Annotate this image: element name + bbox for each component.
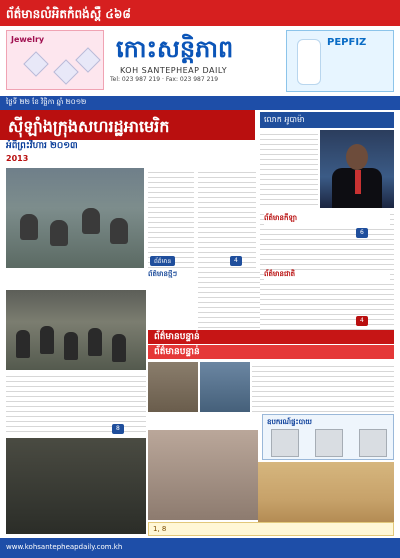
top-banner xyxy=(0,0,400,26)
jewelry-ad[interactable] xyxy=(6,30,104,90)
person-shape xyxy=(50,220,68,246)
dark-photo[interactable] xyxy=(6,438,146,534)
article-column xyxy=(198,168,256,268)
face-shape xyxy=(346,144,368,170)
gem-icon xyxy=(75,47,100,72)
breaking-text: ព័ត៌មានបន្ទាន់ xyxy=(154,332,200,342)
person-shape xyxy=(88,328,102,356)
breaking-line xyxy=(148,345,394,359)
logo-khmer: កោះសន្តិភាព xyxy=(116,35,234,63)
bottle-icon xyxy=(297,39,321,85)
dateline xyxy=(0,96,400,110)
person-shape xyxy=(112,334,126,362)
oven-icon xyxy=(359,429,387,457)
dateline-text: ថ្ងៃទី ២២ ខែ វិច្ឆិកា ឆ្នាំ ២០១២ xyxy=(6,98,87,106)
bottom-ad[interactable] xyxy=(148,522,394,536)
subheadline: អំពីព្រះវិហារ ២០១៣ xyxy=(6,141,78,151)
tie-shape xyxy=(355,170,361,194)
page-pill[interactable]: 4 xyxy=(356,316,368,326)
footer-text[interactable]: www.kohsantepheapdaily.com.kh xyxy=(6,543,123,551)
pepfiz-brand: PEPFIZ xyxy=(327,37,367,48)
mid-news-title: ព័ត៌មានថ្មីៗ xyxy=(148,270,178,278)
right-headline[interactable] xyxy=(260,112,394,128)
main-headline[interactable] xyxy=(0,110,255,140)
left-article-text xyxy=(6,372,146,436)
continue-pill[interactable]: ព័ត៌មាន xyxy=(150,256,175,266)
flood-photo[interactable] xyxy=(6,168,144,268)
news-photo[interactable] xyxy=(200,362,250,412)
bottom-ad-text: 1, 8 xyxy=(153,525,167,533)
gem-icon xyxy=(53,59,78,84)
breaking-news-strip[interactable] xyxy=(148,330,394,360)
person-shape xyxy=(110,218,128,244)
article-column xyxy=(148,168,194,268)
person-shape xyxy=(16,330,30,358)
person-shape xyxy=(82,208,100,234)
kitchen-ad-title: ឧបករណ៍ផ្ទះបាយ xyxy=(267,418,312,426)
contact-line: Tel: 023 987 219 · Fax: 023 987 219 xyxy=(110,76,219,83)
right-headline-text: លោក អូបាម៉ា xyxy=(264,115,305,124)
banner-text: ព័ត៌មានលំអិតកំពង់ស្ពឺ ៤៦៨ xyxy=(6,7,131,21)
jewelry-ad-label: Jewelry xyxy=(11,35,45,44)
oven-icon xyxy=(271,429,299,457)
kitchen-ad[interactable] xyxy=(262,414,394,460)
right-article-text xyxy=(260,130,318,208)
person-shape xyxy=(64,332,78,360)
footer-bar xyxy=(0,538,400,558)
right-column-heading[interactable]: ព័ត៌មានកីឡា xyxy=(264,214,390,226)
breaking-text: ព័ត៌មានបន្ទាន់ xyxy=(154,347,200,357)
article-text xyxy=(252,362,394,412)
person-shape xyxy=(40,326,54,354)
right-news-column xyxy=(260,210,394,330)
news-photo[interactable] xyxy=(148,362,198,412)
oven-icon xyxy=(315,429,343,457)
building-ad-photo[interactable] xyxy=(258,462,394,524)
page-pill[interactable]: 4 xyxy=(230,256,242,266)
newspaper-logo[interactable] xyxy=(110,32,280,76)
page-pill[interactable]: 6 xyxy=(356,228,368,238)
crowd-photo[interactable] xyxy=(6,290,146,370)
people-photo[interactable] xyxy=(148,430,258,520)
breaking-line xyxy=(148,330,394,344)
gem-icon xyxy=(23,51,48,76)
page-pill[interactable]: 8 xyxy=(112,424,124,434)
logo-english: KOH SANTEPHEAP DAILY xyxy=(120,66,228,75)
headline-text: ស៊ីឡាំងក្រុងសហរដ្ឋអាមេរិក xyxy=(8,117,170,136)
center-text xyxy=(198,268,260,328)
subheadline-year: 2013 xyxy=(6,154,29,163)
pepfiz-ad[interactable] xyxy=(286,30,394,92)
leader-photo[interactable] xyxy=(320,130,394,208)
person-shape xyxy=(20,214,38,240)
right-column-heading[interactable]: ព័ត៌មានជាតិ xyxy=(264,270,390,282)
